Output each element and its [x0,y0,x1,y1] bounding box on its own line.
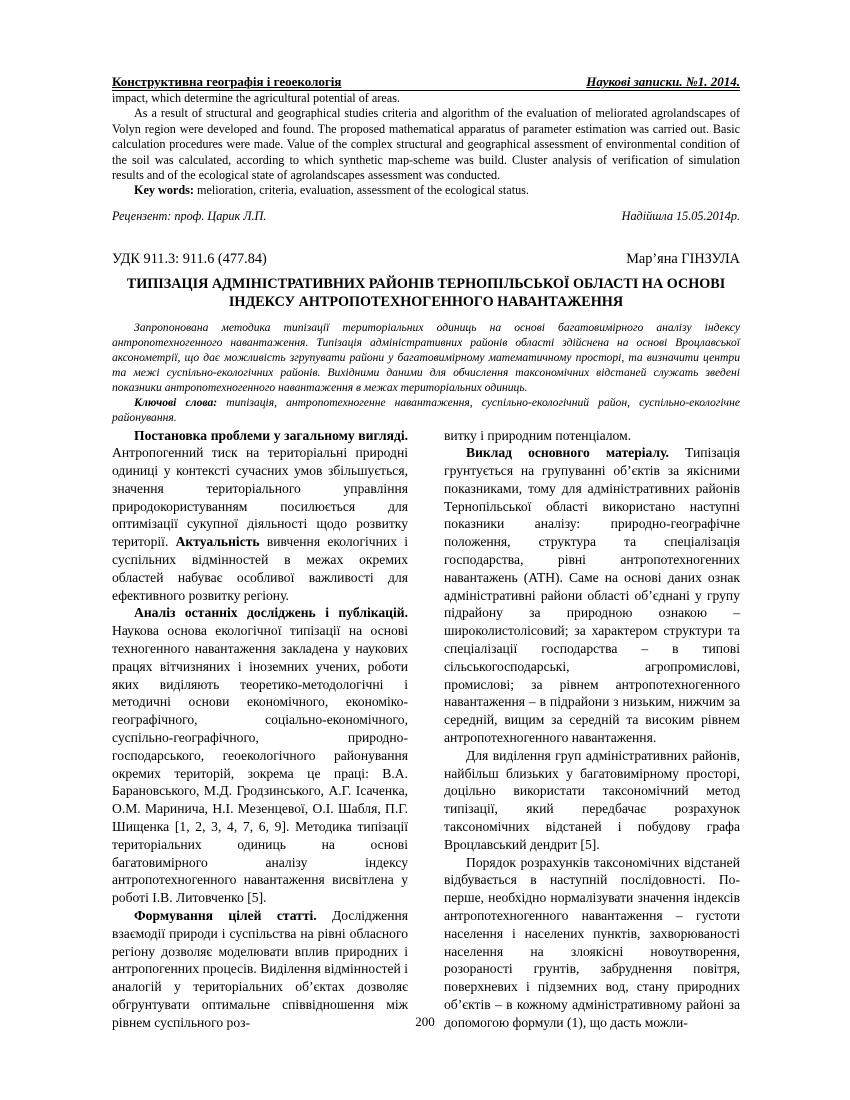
grouping-method-paragraph: Для виділення груп адміністративних районів, найбільш близьких у багатовимірному просторі, доцільно використати таксономічний метод типізації, який передбачає розрахунок таксономічних відстаней і побудову графа Вроцлавський дендрит [5]. [444,747,740,852]
journal-section: Конструктивна географія і геоекологія [112,74,342,89]
reviewer-line [112,209,740,224]
goals-heading: Формування цілей статті. [134,908,317,924]
article-title: ТИПІЗАЦІЯ АДМІНІСТРАТИВНИХ РАЙОНІВ ТЕРНОПІЛЬСЬКОЇ ОБЛАСТІ НА ОСНОВІ ІНДЕКСУ АНТРОПОТЕХНОГЕННОГО НАВАНТАЖЕННЯ [126,275,726,310]
body-columns [112,427,740,1032]
author-name: Мар’яна ГІНЗУЛА [626,250,740,267]
literature-heading: Аналіз останніх досліджень і публікацій. [134,605,408,621]
ukrainian-abstract [112,320,740,426]
problem-statement [112,427,408,605]
abstract-tail: impact, which determine the agricultural potential of areas. [112,91,400,105]
reviewer: Рецензент: проф. Царик Л.П. [112,208,267,223]
udk-code: УДК 911.3: 911.6 (477.84) [112,250,267,267]
ua-abstract-text: Запропонована методика типізації територіальних одиниць на основі багатовимірного аналізу індексу антропотехногенного навантаження. Типізація адміністративних районів області здійснена на основі Вроцлавської аксонометрії, що дає можливість згрупувати райони у багатовимірному математичному просторі, та визначити центри та межі суспільно-екологічних районів. Вихідними даними для обчислення таксономічних відстаней служать зведені показники антропотехногенного навантаження в межах територіальних одиниць. [112,320,740,395]
page-number: 200 [415,1014,435,1029]
main-material-heading: Виклад основного матеріалу. [466,445,669,461]
received-date: Надійшла 15.05.2014р. [621,208,740,223]
literature-text: Наукова основа екологічної типізації на основі техногенного навантаження закладена у наукових працях вітчизняних і іноземних учених, роботи яких виділяють теоретико-методологічні і методичні основи економічного, економіко-географічного, соціально-економічного, суспільно-географічного, природно-господарського, геоекологічного районування окремих територій, зокрема це праці: В.А. Барановського, М.Д. Гродзинського, А.Г. Ісаченка, О.М. Маринича, Н.І. Мезенцевої, О.І. Шабля, П.Г. Шищенка [1, 2, 3, 4, 7, 6, 9]. Методика типізації територіальних одиниць на основі багатовимірного аналізу індексу антропотехногенного навантаження висвітлена у роботі І.В. Литовченко [5]. [112,623,408,906]
ua-keywords [112,395,740,425]
ua-keywords-label: Ключові слова: [134,396,218,410]
problem-heading: Постановка проблеми у загальному вигляді. [134,427,408,443]
keywords-text: melioration, criteria, evaluation, assessment of the ecological status. [193,183,529,198]
left-column [112,427,408,1032]
right-column [444,427,740,1032]
problem-text: Антропогенний тиск на територіальні природні одиниці у контексті сучасних умов збільшується, значення територіального управління природокористуванням посилюється для оптимізації сукупної діяльності щодо розвитку території. [112,445,408,550]
relevance-heading: Актуальність [168,534,260,550]
main-material [444,444,740,747]
running-header [112,74,740,91]
calculation-order-paragraph: Порядок розрахунків таксономічних відстаней відбувається в наступній послідовності. По-перше, необхідно нормалізувати значення індексів антропотехногенного навантаження – густоти населення і населених пунктів, захворюваності населення на злоякісні новоутворення, розораності грунтів, забруднення повітря, поверхневих і підземних вод, стану природних об’єктів – в кожному адміністративному районі за допомогою формули (1), що дасть можли- [444,854,740,1030]
main-material-text: Типізація грунтується на групуванні об’єктів за якісними показниками, тому для адміністративних районів Тернопільської області використано наступні показники аналізу: природно-географічне положення, структура та спеціалізація господарства, рівні антропотехногенних навантажень (АТН). Саме на основі даних ознак адміністративні райони області об’єднані у групу підрайону за природною ознакою – широколистолісовий; за характером структури та спеціалізації господарства – в типові сільськогосподарські, агропромислові, промислові; за рівнем антропотехногенного навантаження – в підрайони з низьким, нижчим за середній, вищим за середній та високим рівнем антропотехногенного навантаження. [444,445,740,746]
ua-keywords-text: типізація, антропотехногенне навантаження, суспільно-екологічний район, суспільно-екологічне районування. [112,396,740,425]
english-keywords [112,183,740,198]
literature-review [112,604,408,907]
keywords-label: Key words: [134,183,194,198]
udk-author-row [112,250,740,268]
continuation-text: витку і природним потенціалом. [444,427,632,443]
english-abstract [112,91,740,199]
abstract-paragraph: As a result of structural and geographical studies criteria and algorithm of the evaluation of meliorated agrolandscapes of Volyn region were developed and found. The proposed mathematical apparatus of parameter estimation was carried out. Basic calculation procedures were made. Value of the complex structural and geographical assessment of environmental condition of the soil was calculated, according to which synthetic map-scheme was build. Cluster analysis of verification of simulation results and of the ecological state of agrolandscapes assessment was conducted. [112,106,740,183]
relevance-text: вивчення екологічних і суспільних відмінностей в межах окремих областей набуває особливої важливості для ефективного розвитку регіону. [112,534,408,603]
goals-text: Дослідження взаємодії природи і суспільства на рівні обласного регіону дозволяє моделювати вплив природних і антропогенних процесів. Виділення відмінностей і аналогій у територіальних об’єктах дозволяє обгрунтувати оптимальне співвідношення між рівнем суспільного роз- [112,908,408,1030]
journal-issue: Наукові записки. №1. 2014. [586,74,740,89]
article-goals [112,907,408,1032]
paper-page [112,74,740,1032]
